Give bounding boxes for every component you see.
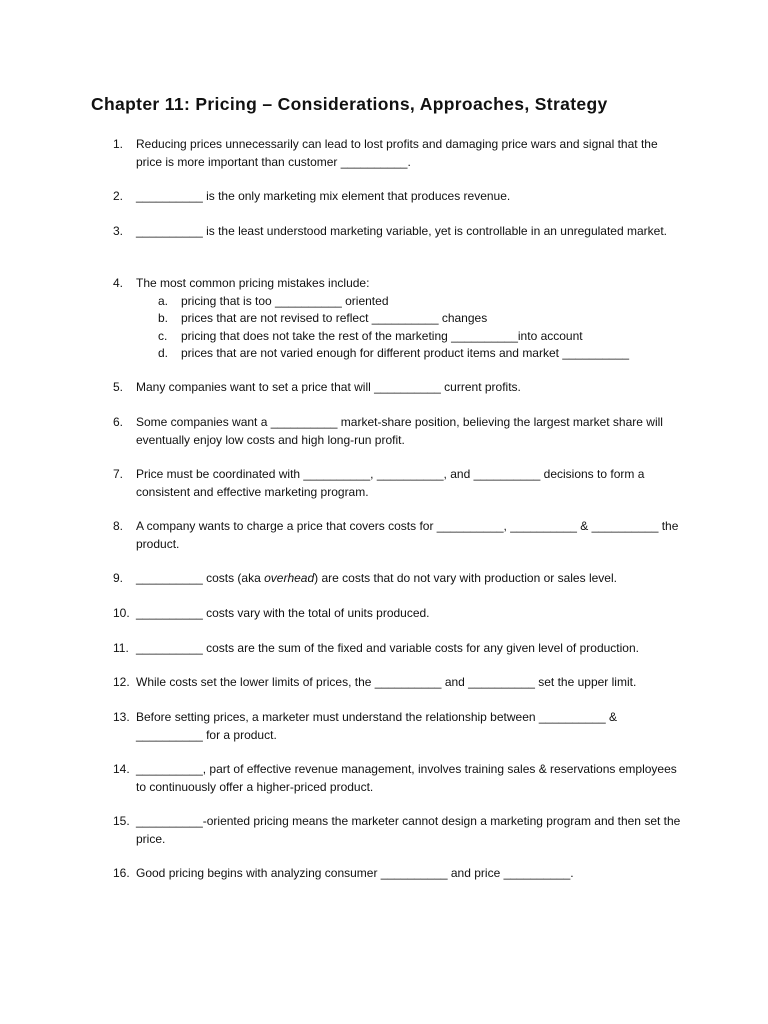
question-number: 4. bbox=[113, 276, 124, 290]
question-text-part: __________ costs (aka bbox=[136, 571, 265, 585]
sub-item-c bbox=[158, 328, 683, 346]
question-number: 6. bbox=[113, 415, 124, 429]
sub-item-letter: c. bbox=[158, 328, 168, 343]
question-10 bbox=[113, 605, 683, 623]
question-text: __________ is the only marketing mix element that produces revenue. bbox=[136, 189, 511, 203]
question-14 bbox=[113, 761, 683, 796]
question-number: 7. bbox=[113, 467, 124, 481]
question-number: 16. bbox=[113, 866, 130, 880]
question-text: Reducing prices unnecessarily can lead to lost profits and damaging price wars and signal that the price is more important than customer __________. bbox=[136, 137, 658, 169]
question-text: __________ costs are the sum of the fixed and variable costs for any given level of production. bbox=[136, 641, 639, 655]
question-13 bbox=[113, 709, 683, 744]
question-text: __________ is the least understood marketing variable, yet is controllable in an unregulated market. bbox=[136, 224, 667, 238]
question-number: 2. bbox=[113, 189, 124, 203]
question-7 bbox=[113, 466, 683, 501]
question-text bbox=[136, 570, 683, 588]
sub-item-letter: a. bbox=[158, 293, 169, 308]
sub-item-letter: d. bbox=[158, 346, 169, 360]
question-1 bbox=[113, 136, 683, 171]
sub-item-a bbox=[158, 293, 683, 311]
question-text: __________-oriented pricing means the marketer cannot design a marketing program and then set the price. bbox=[136, 814, 681, 846]
question-number: 1. bbox=[113, 137, 124, 151]
question-9 bbox=[113, 570, 683, 588]
question-number: 15. bbox=[113, 814, 130, 828]
question-text: A company wants to charge a price that covers costs for __________, __________ & __________ the product. bbox=[136, 519, 679, 551]
question-6 bbox=[113, 414, 683, 449]
question-text-part: ) are costs that do not vary with production or sales level. bbox=[314, 571, 617, 585]
sub-item-text: pricing that is too __________ oriented bbox=[181, 293, 389, 308]
question-text: While costs set the lower limits of prices, the __________ and __________ set the upper limit. bbox=[136, 675, 637, 689]
question-number: 8. bbox=[113, 519, 124, 533]
question-text: The most common pricing mistakes include: bbox=[136, 276, 370, 290]
question-number: 14. bbox=[113, 762, 130, 776]
question-number: 3. bbox=[113, 224, 124, 238]
question-4 bbox=[113, 275, 683, 363]
sub-item-text: prices that are not revised to reflect __________ changes bbox=[181, 311, 488, 325]
question-15 bbox=[113, 813, 683, 848]
question-text: __________, part of effective revenue management, involves training sales & reservations employees to continuously offer a higher-priced product. bbox=[136, 762, 677, 794]
page-title: Chapter 11: Pricing – Considerations, Approaches, Strategy bbox=[91, 94, 608, 114]
question-12 bbox=[113, 674, 683, 692]
question-text: __________ costs vary with the total of units produced. bbox=[136, 606, 430, 620]
question-text: Many companies want to set a price that will __________ current profits. bbox=[136, 380, 521, 394]
sub-item-letter: b. bbox=[158, 311, 169, 325]
question-text-emphasis: overhead bbox=[264, 571, 315, 585]
question-number: 10. bbox=[113, 606, 130, 620]
question-text: Before setting prices, a marketer must understand the relationship between __________ & __________ for a product. bbox=[136, 710, 617, 742]
question-number: 11. bbox=[113, 641, 129, 655]
sub-item-text: prices that are not varied enough for different product items and market __________ bbox=[181, 346, 630, 360]
question-8 bbox=[113, 518, 683, 553]
question-3 bbox=[113, 223, 683, 241]
question-text: Price must be coordinated with __________, __________, and __________ decisions to form a consistent and effective marketing program. bbox=[136, 467, 645, 499]
question-text: Some companies want a __________ market-share position, believing the largest market share will eventually enjoy low costs and high long-run profit. bbox=[136, 415, 663, 447]
question-number: 5. bbox=[113, 380, 124, 394]
question-text: Good pricing begins with analyzing consumer __________ and price __________. bbox=[136, 866, 574, 880]
sub-item-d bbox=[158, 345, 683, 363]
question-number: 13. bbox=[113, 710, 130, 724]
question-number: 9. bbox=[113, 571, 124, 585]
sub-item-text: pricing that does not take the rest of the marketing __________into account bbox=[181, 328, 583, 343]
question-number: 12. bbox=[113, 675, 130, 689]
question-11 bbox=[113, 640, 683, 658]
question-5 bbox=[113, 379, 683, 397]
question-16 bbox=[113, 865, 683, 883]
sub-item-b bbox=[158, 310, 683, 328]
question-2 bbox=[113, 188, 683, 206]
